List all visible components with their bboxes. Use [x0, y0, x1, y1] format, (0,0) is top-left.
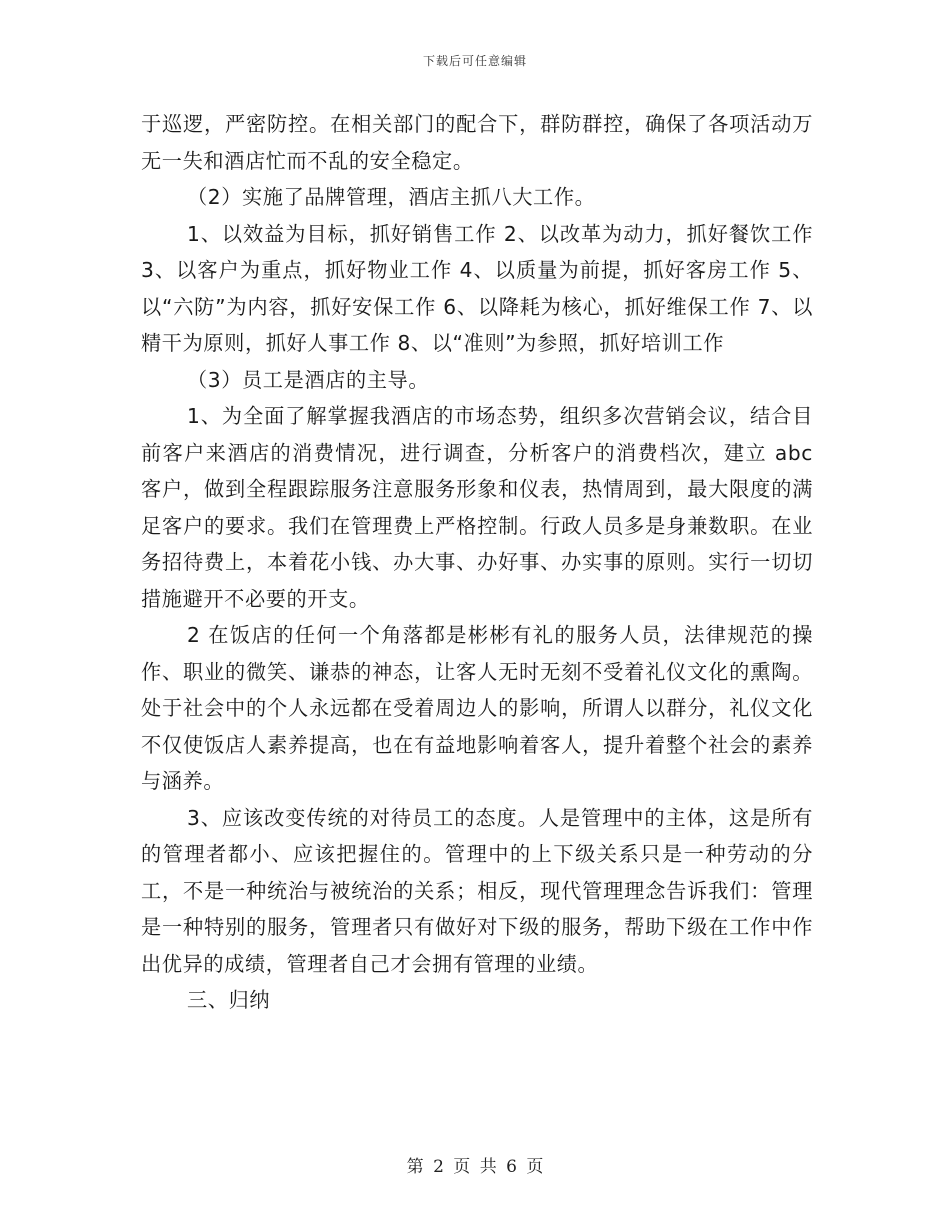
- paragraph-market-survey: 1、为全面了解掌握我酒店的市场态势，组织多次营销会议，结合目前客户来酒店的消费情况，进行调查，分析客户的消费档次，建立 abc 客户，做到全程跟踪服务注意服务形象和仪表，热情周到，最大限度的满足客户的要求。我们在管理费上严格控制。行政人员多是身兼数职。在业务招待费上，本着花小钱、办大事、办好事、办实事的原则。实行一切切措施避开不必要的开支。: [141, 404, 813, 611]
- document-body: [141, 106, 813, 1019]
- paragraph-brand-management: （2）实施了品牌管理，酒店主抓八大工作。: [187, 185, 596, 209]
- page-number-footer: 第 2 页 共 6 页: [406, 1157, 544, 1177]
- paragraph-staff-attitude: 3、应该改变传统的对待员工的态度。人是管理中的主体，这是所有的管理者都小、应该把握住的。管理中的上下级关系只是一种劳动的分工，不是一种统治与被统治的关系；相反，现代管理理念告诉我们：管理是一种特别的服务，管理者只有做好对下级的服务，帮助下级在工作中作出优异的成绩，管理者自己才会拥有管理的业绩。: [141, 805, 813, 976]
- paragraph-etiquette-culture: 2 在饭店的任何一个角落都是彬彬有礼的服务人员，法律规范的操作、职业的微笑、谦恭的神态，让客人无时无刻不受着礼仪文化的熏陶。处于社会中的个人永远都在受着周边人的影响，所谓人以群分，礼仪文化不仅使饭店人素养提高，也在有益地影响着客人，提升着整个社会的素养与涵养。: [141, 623, 813, 793]
- paragraph-continuation: 于巡逻，严密防控。在相关部门的配合下，群防群控，确保了各项活动万无一失和酒店忙而不乱的安全稳定。: [141, 112, 813, 173]
- paragraph-eight-tasks: 1、以效益为目标，抓好销售工作 2、以改革为动力，抓好餐饮工作 3、以客户为重点，抓好物业工作 4、以质量为前提，抓好客房工作 5、以“六防”为内容，抓好安保工作 6、以降耗为核心，抓好维保工作 7、以精干为原则，抓好人事工作 8、以“准则”为参照，抓好培训工作: [141, 221, 813, 355]
- section-heading-summary: 三、归纳: [187, 988, 271, 1012]
- paragraph-staff-leading: （3）员工是酒店的主导。: [187, 367, 430, 392]
- page-header: 下载后可任意编辑: [422, 54, 527, 68]
